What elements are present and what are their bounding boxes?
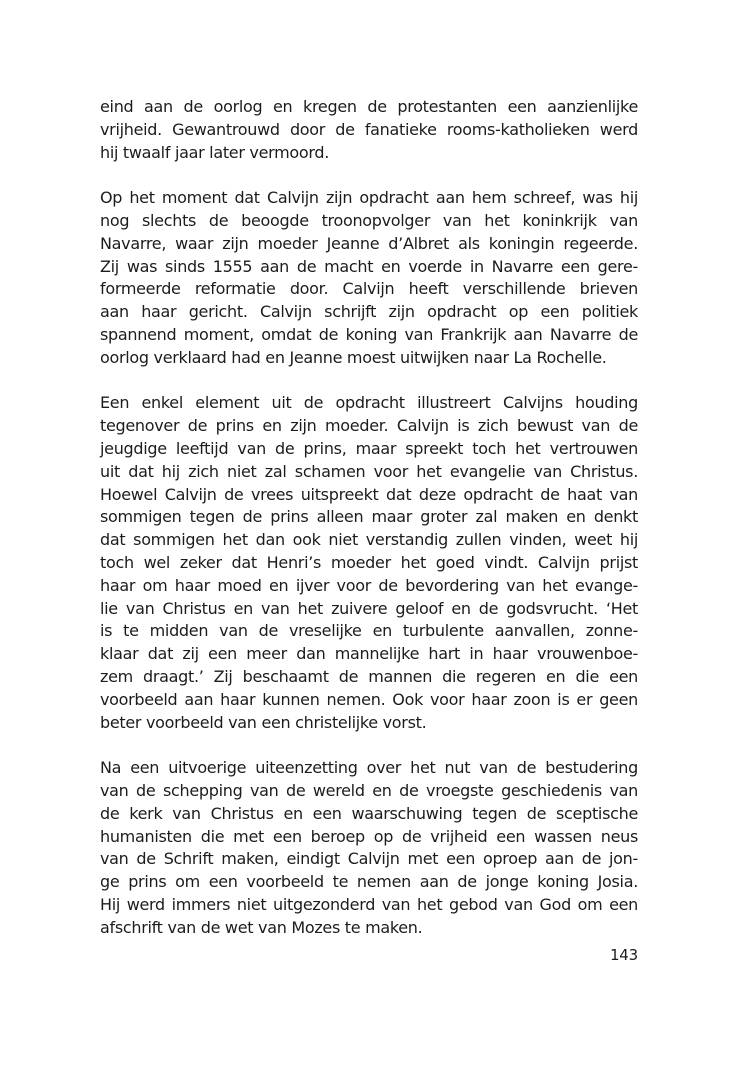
text-line: sommigen tegen de prins alleen maar groter zal maken en denkt <box>100 507 638 527</box>
text-line: oorlog verklaard had en Jeanne moest uitwijken naar La Rochelle. <box>100 347 607 367</box>
text-line: uit dat hij zich niet zal schamen voor het evangelie van Christus. <box>100 461 638 481</box>
text-line: toch wel zeker dat Henri’s moeder het goed vindt. Calvijn prijst <box>100 552 638 572</box>
text-line: formeerde reformatie door. Calvijn heeft verschillende brieven <box>100 279 638 299</box>
text-line: humanisten die met een beroep op de vrijheid een wassen neus <box>100 826 638 846</box>
paragraph-gap <box>100 370 638 393</box>
text-line: Hij werd immers niet uitgezonderd van het gebod van God om een <box>100 894 638 914</box>
text-line: de kerk van Christus en een waarschuwing tegen de sceptische <box>100 803 638 823</box>
text-line: vrijheid. Gewantrouwd door de fanatieke rooms-katholieken werd <box>100 119 638 139</box>
text-line: eind aan de oorlog en kregen de protestanten een aanzienlijke <box>100 97 638 116</box>
text-line: aan haar gericht. Calvijn schrijft zijn opdracht op een politiek <box>100 302 638 322</box>
text-line: Navarre, waar zijn moeder Jeanne d’Albret als koningin regeerde. <box>100 233 638 253</box>
paragraph-gap <box>100 164 638 187</box>
text-line: van de schepping van de wereld en de vroegste geschiedenis van <box>100 780 638 800</box>
text-line: van de Schrift maken, eindigt Calvijn met een oproep aan de jon- <box>100 849 638 869</box>
text-line: ge prins om een voorbeeld te nemen aan de jonge koning Josia. <box>100 872 638 892</box>
text-line: klaar dat zij een meer dan mannelijke hart in haar vrouwenboe- <box>100 644 638 664</box>
paragraph-2 <box>100 187 638 369</box>
text-line: haar om haar moed en ijver voor de bevordering van het evange- <box>100 575 638 595</box>
text-line: zem draagt.’ Zij beschaamt de mannen die regeren en die een <box>100 666 638 686</box>
text-line: Na een uitvoerige uiteenzetting over het nut van de bestudering <box>100 758 638 778</box>
text-line: nog slechts de beoogde troonopvolger van het koninkrijk van <box>100 210 638 230</box>
text-line: is te midden van de vreselijke en turbulente aanvallen, zonne- <box>100 621 638 641</box>
paragraph-4 <box>100 757 638 939</box>
text-line: voorbeeld aan haar kunnen nemen. Ook voor haar zoon is er geen <box>100 689 638 709</box>
text-line: beter voorbeeld van een christelijke vorst. <box>100 712 427 732</box>
text-line: Een enkel element uit de opdracht illustreert Calvijns houding <box>100 393 638 413</box>
text-line: spannend moment, omdat de koning van Frankrijk aan Navarre de <box>100 324 638 344</box>
text-line: Op het moment dat Calvijn zijn opdracht aan hem schreef, was hij <box>100 188 638 208</box>
text-line: Zij was sinds 1555 aan de macht en voerde in Navarre een gere- <box>100 256 638 276</box>
text-line: Hoewel Calvijn de vrees uitspreekt dat deze opdracht de haat van <box>100 484 638 504</box>
text-line: lie van Christus en van het zuivere geloof en de godsvrucht. ‘Het <box>100 598 638 618</box>
paragraph-1 <box>100 96 638 164</box>
text-line: jeugdige leeftijd van de prins, maar spreekt toch het vertrouwen <box>100 438 638 458</box>
paragraph-3 <box>100 392 638 734</box>
text-line: dat sommigen het dan ook niet verstandig zullen vinden, weet hij <box>100 530 638 550</box>
text-line: afschrift van de wet van Mozes te maken. <box>100 917 423 937</box>
body-text <box>100 96 638 939</box>
page-number: 143 <box>609 946 638 964</box>
paragraph-gap <box>100 734 638 757</box>
text-line: tegenover de prins en zijn moeder. Calvijn is zich bewust van de <box>100 416 638 436</box>
text-line: hij twaalf jaar later vermoord. <box>100 142 330 162</box>
